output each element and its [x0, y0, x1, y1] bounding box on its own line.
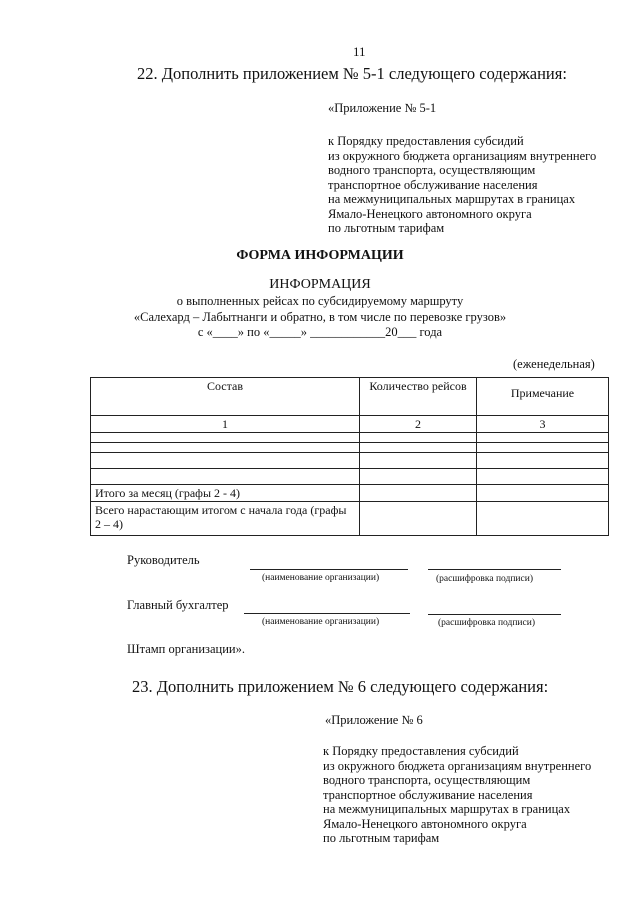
page-number: 11 — [353, 44, 366, 59]
appendix-line: водного транспорта, осуществляющим — [323, 773, 531, 787]
appendix-line: из окружного бюджета организациям внутреннего — [328, 148, 597, 163]
table-header-row — [91, 378, 609, 416]
header-trips-count: Количество рейсов — [360, 378, 477, 416]
periodicity-label: (еженедельная) — [513, 357, 595, 371]
table-row — [91, 443, 609, 453]
appendix-6-title: «Приложение № 6 — [325, 713, 423, 727]
appendix-line: по льготным тарифам — [328, 221, 445, 235]
table-row — [91, 433, 609, 443]
col-number-1: 1 — [91, 416, 360, 433]
appendix-line: транспортное обслуживание населения — [323, 787, 533, 802]
total-year-label: Всего нарастающим итогом с начала года (графы 2 – 4) — [91, 502, 360, 536]
table-row-total-year — [91, 502, 609, 536]
accountant-signature-line — [428, 614, 561, 615]
appendix-line: водного транспорта, осуществляющим — [328, 163, 536, 177]
appendix-5-1-text — [328, 134, 596, 236]
head-org-caption: (наименование организации) — [262, 573, 380, 583]
info-route: «Салехард – Лабытнанги и обратно, в том числе по перевозке грузов» — [133, 310, 507, 324]
info-period: с «____» по «_____» ____________20___ года — [197, 325, 443, 339]
appendix-line: к Порядку предоставления субсидий — [323, 744, 519, 758]
header-note: Примечание — [477, 378, 609, 416]
header-composition: Состав — [91, 378, 360, 416]
table-row — [91, 469, 609, 485]
appendix-line: на межмуниципальных маршрутах в границах — [323, 802, 571, 816]
appendix-line: транспортное обслуживание населения — [328, 177, 538, 192]
appendix-line: из окружного бюджета организациям внутреннего — [323, 758, 592, 773]
appendix-line: Ямало-Ненецкого автономного округа — [323, 816, 527, 831]
appendix-6-text — [323, 744, 591, 846]
table-row — [91, 453, 609, 469]
appendix-line: по льготным тарифам — [323, 831, 440, 845]
head-signature-caption: (расшифровка подписи) — [436, 574, 533, 584]
accountant-org-line — [244, 613, 410, 614]
stamp-label: Штамп организации». — [127, 642, 245, 656]
head-signature-line — [428, 569, 561, 570]
section-23-heading: 23. Дополнить приложением № 6 следующего содержания: — [132, 677, 549, 696]
info-title: ИНФОРМАЦИЯ — [269, 277, 371, 292]
appendix-5-1-title: «Приложение № 5-1 — [328, 101, 437, 115]
appendix-line: на межмуниципальных маршрутах в границах — [328, 192, 576, 206]
accountant-label: Главный бухгалтер — [127, 598, 229, 612]
head-org-line — [250, 569, 408, 570]
accountant-org-caption: (наименование организации) — [262, 617, 380, 627]
table-number-row — [91, 416, 609, 433]
appendix-line: Ямало-Ненецкого автономного округа — [328, 206, 532, 221]
head-label: Руководитель — [127, 553, 200, 567]
table-row-total-month — [91, 485, 609, 502]
form-title: ФОРМА ИНФОРМАЦИИ — [236, 248, 404, 263]
appendix-line: к Порядку предоставления субсидий — [328, 134, 524, 148]
col-number-2: 2 — [360, 416, 477, 433]
accountant-signature-caption: (расшифровка подписи) — [438, 618, 535, 628]
report-table — [90, 377, 609, 536]
info-subtitle: о выполненных рейсах по субсидируемому маршруту — [176, 294, 464, 308]
total-month-label: Итого за месяц (графы 2 - 4) — [91, 485, 360, 502]
col-number-3: 3 — [477, 416, 609, 433]
section-22-heading: 22. Дополнить приложением № 5-1 следующего содержания: — [137, 64, 567, 83]
